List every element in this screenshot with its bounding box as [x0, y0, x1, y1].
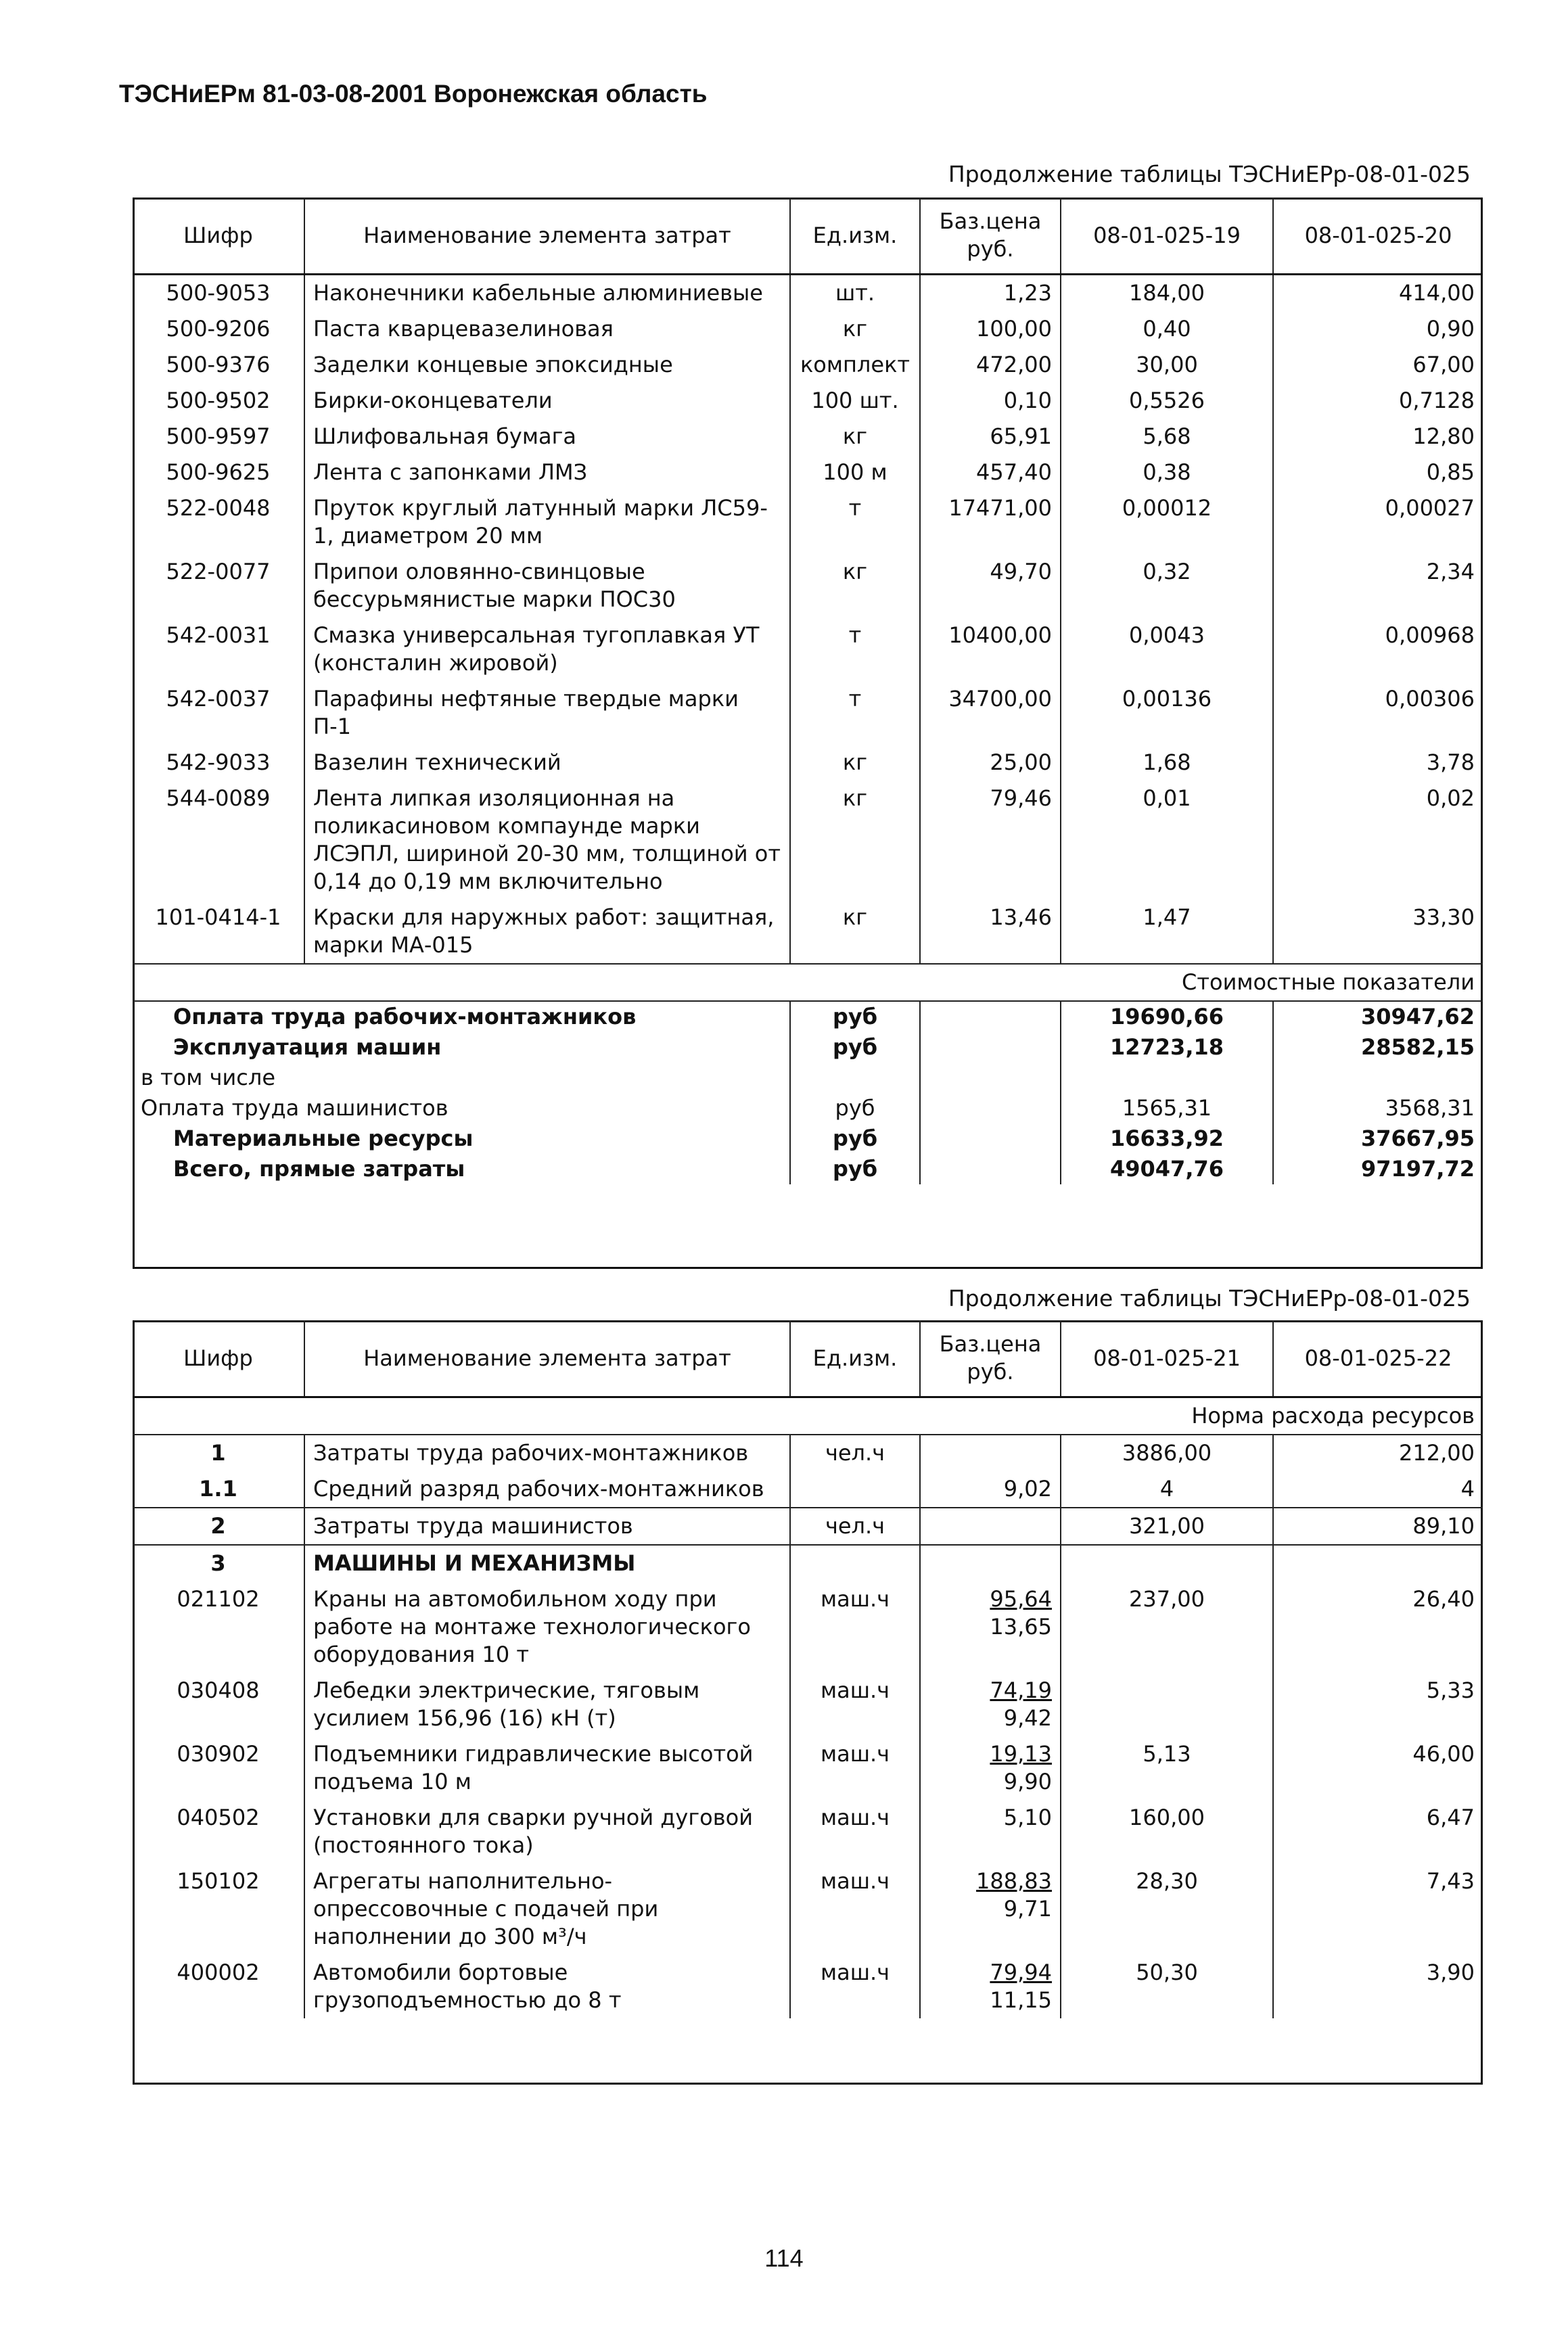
cell-value-2: 0,85: [1273, 455, 1483, 490]
table-row: [133, 1736, 1483, 1800]
cell-code: 542-0031: [166, 622, 271, 648]
cell-code: 544-0089: [166, 785, 271, 811]
cell-unit: т: [790, 681, 920, 745]
cell-name: Автомобили бортовые грузоподъемностью до 8 т: [304, 1955, 790, 2018]
summary-price-empty: [920, 1123, 1061, 1154]
cell-code: 500-9502: [166, 388, 271, 413]
summary-value-2: 3568,31: [1273, 1093, 1483, 1123]
cell-value-2: 3,78: [1273, 745, 1483, 781]
summary-price-empty: [920, 1032, 1061, 1063]
cell-unit: маш.ч: [790, 1736, 920, 1800]
summary-label: Всего, прямые затраты: [173, 1156, 465, 1182]
cell-code: 2: [133, 1508, 304, 1545]
cell-code: 522-0077: [166, 559, 271, 584]
cell-unit: маш.ч: [790, 1673, 920, 1736]
cell-value-2: 12,80: [1273, 419, 1483, 455]
cell-code: 500-9597: [166, 423, 271, 449]
column-header-value-2: 08-01-025-22: [1273, 1320, 1483, 1397]
cell-name: Агрегаты наполнительно-опрессовочные с подачей при наполнении до 300 м³/ч: [304, 1863, 790, 1955]
price-bottom: 5,10: [1003, 1805, 1052, 1830]
summary-row: [133, 1154, 1483, 1184]
cell-value-1: 160,00: [1061, 1800, 1273, 1863]
cell-value-2: 0,00027: [1273, 490, 1483, 554]
table-row: [133, 1955, 1483, 2018]
cell-price: [920, 1435, 1061, 1471]
price-bottom: 9,42: [1003, 1705, 1052, 1731]
cell-value-1: 30,00: [1061, 347, 1273, 383]
column-header-code: Шифр: [133, 1320, 304, 1397]
summary-value-1: [1061, 1063, 1273, 1093]
summary-price-empty: [920, 1154, 1061, 1184]
cell-price: 25,00: [920, 745, 1061, 781]
summary-unit: руб: [790, 1032, 920, 1063]
summary-row: [133, 1093, 1483, 1123]
cell-name: Затраты труда рабочих-монтажников: [304, 1435, 790, 1471]
section-label: Стоимостные показатели: [133, 964, 1483, 1001]
cell-value-2: 2,34: [1273, 554, 1483, 618]
price-top: 74,19: [990, 1677, 1052, 1703]
cell-price: 0,10: [920, 383, 1061, 419]
summary-value-1: 12723,18: [1061, 1032, 1273, 1063]
cell-value-1: [1061, 1673, 1273, 1736]
page-number: 114: [764, 2244, 804, 2272]
cell-value-2: 6,47: [1273, 1800, 1483, 1863]
table-row: [133, 781, 1483, 900]
summary-value-1: 16633,92: [1061, 1123, 1273, 1154]
cell-unit: кг: [790, 554, 920, 618]
table-row: [133, 1863, 1483, 1955]
summary-value-2: 97197,72: [1273, 1154, 1483, 1184]
table1-header-row: [133, 198, 1483, 275]
cell-value-2: [1273, 1545, 1483, 1581]
table-row: [133, 455, 1483, 490]
cell-name: Лента с запонками ЛМЗ: [304, 455, 790, 490]
cell-value-2: 4: [1273, 1471, 1483, 1508]
cell-value-1: 1,68: [1061, 745, 1273, 781]
summary-row: [133, 1032, 1483, 1063]
summary-price-empty: [920, 1001, 1061, 1032]
cell-code: 522-0048: [166, 495, 271, 521]
cell-unit: чел.ч: [790, 1435, 920, 1471]
cell-value-2: 67,00: [1273, 347, 1483, 383]
table-row: [133, 745, 1483, 781]
cell-unit: кг: [790, 745, 920, 781]
column-header-name: Наименование элемента затрат: [304, 198, 790, 275]
cell-code: 3: [133, 1545, 304, 1581]
table-row: [133, 275, 1483, 312]
cell-price: [920, 1673, 1061, 1736]
cell-value-1: 5,68: [1061, 419, 1273, 455]
cell-code: 1.1: [199, 1476, 237, 1502]
cell-unit: маш.ч: [790, 1800, 920, 1863]
cell-value-1: 184,00: [1061, 275, 1273, 312]
document-title: ТЭСНиЕРм 81-03-08-2001 Воронежская область: [119, 80, 708, 108]
cell-code: 500-9625: [166, 459, 271, 485]
cell-value-1: 0,40: [1061, 311, 1273, 347]
cell-price: [920, 1955, 1061, 2018]
table-row: [133, 1508, 1483, 1545]
cell-price: 457,40: [920, 455, 1061, 490]
summary-unit: руб: [790, 1123, 920, 1154]
cell-code: 542-0037: [166, 686, 271, 712]
cell-name: Краны на автомобильном ходу при работе на монтаже технологического оборудования 10 т: [304, 1581, 790, 1673]
column-header-value-1: 08-01-025-19: [1061, 198, 1273, 275]
price-bottom: 9,02: [1003, 1476, 1052, 1502]
cell-code: 500-9376: [166, 352, 271, 377]
table2-continuation-note: Продолжение таблицы ТЭСНиЕРр-08-01-025: [948, 1285, 1471, 1312]
cell-value-1: 3886,00: [1061, 1435, 1273, 1471]
cell-unit: шт.: [790, 275, 920, 312]
summary-label: в том числе: [141, 1065, 275, 1090]
cell-value-2: 0,00968: [1273, 618, 1483, 681]
cell-value-1: 0,01: [1061, 781, 1273, 900]
summary-price-empty: [920, 1093, 1061, 1123]
cell-value-1: 5,13: [1061, 1736, 1273, 1800]
summary-value-2: 37667,95: [1273, 1123, 1483, 1154]
cell-unit: т: [790, 618, 920, 681]
cell-code: 030408: [177, 1677, 260, 1703]
cell-price: 1,23: [920, 275, 1061, 312]
cell-value-2: 0,90: [1273, 311, 1483, 347]
cell-value-2: 89,10: [1273, 1508, 1483, 1545]
cell-value-2: 0,00306: [1273, 681, 1483, 745]
table-row: [133, 383, 1483, 419]
cell-price: [920, 1863, 1061, 1955]
summary-value-1: 19690,66: [1061, 1001, 1273, 1032]
cell-value-2: 3,90: [1273, 1955, 1483, 2018]
cell-value-1: [1061, 1545, 1273, 1581]
cell-price: 79,46: [920, 781, 1061, 900]
column-header-name: Наименование элемента затрат: [304, 1320, 790, 1397]
cell-price: [920, 1736, 1061, 1800]
cell-value-1: 321,00: [1061, 1508, 1273, 1545]
cell-price: [920, 1508, 1061, 1545]
cell-code: 040502: [177, 1805, 260, 1830]
cell-unit: кг: [790, 311, 920, 347]
summary-label: Оплата труда машинистов: [141, 1095, 448, 1121]
price-bottom: 9,71: [1003, 1896, 1052, 1922]
table1-body: [133, 198, 1483, 1184]
column-header-code: Шифр: [133, 198, 304, 275]
cell-value-1: 0,00136: [1061, 681, 1273, 745]
summary-unit: руб: [790, 1154, 920, 1184]
cell-value-1: 28,30: [1061, 1863, 1273, 1955]
cell-name: Припои оловянно-свинцовые бессурьмянистые марки ПОС30: [304, 554, 790, 618]
cell-name: Подъемники гидравлические высотой подъема 10 м: [304, 1736, 790, 1800]
price-top: 188,83: [976, 1868, 1052, 1894]
summary-value-1: 49047,76: [1061, 1154, 1273, 1184]
cell-code: 500-9206: [166, 316, 271, 342]
section-row: [133, 964, 1483, 1001]
table-row: [133, 618, 1483, 681]
cell-unit: т: [790, 490, 920, 554]
cell-price: [920, 1545, 1061, 1581]
cell-value-2: 0,02: [1273, 781, 1483, 900]
cell-unit: [790, 1471, 920, 1508]
summary-value-2: [1273, 1063, 1483, 1093]
summary-value-2: 30947,62: [1273, 1001, 1483, 1032]
cell-value-2: 7,43: [1273, 1863, 1483, 1955]
summary-value-1: 1565,31: [1061, 1093, 1273, 1123]
cell-value-1: 4: [1061, 1471, 1273, 1508]
table-row: [133, 554, 1483, 618]
cell-name: Шлифовальная бумага: [304, 419, 790, 455]
cell-price: 65,91: [920, 419, 1061, 455]
cell-price: [920, 1581, 1061, 1673]
cell-price: 34700,00: [920, 681, 1061, 745]
cell-value-2: 0,7128: [1273, 383, 1483, 419]
summary-price-empty: [920, 1063, 1061, 1093]
cell-unit: [790, 1545, 920, 1581]
cell-unit: кг: [790, 781, 920, 900]
column-header-value-1: 08-01-025-21: [1061, 1320, 1273, 1397]
summary-row: [133, 1001, 1483, 1032]
table2-header-row: [133, 1320, 1483, 1397]
cell-unit: маш.ч: [790, 1581, 920, 1673]
price-bottom: 13,65: [990, 1614, 1052, 1640]
table1: [133, 198, 1483, 1184]
summary-label: Материальные ресурсы: [173, 1126, 474, 1151]
table-row: [133, 681, 1483, 745]
cell-code: 030902: [177, 1741, 260, 1767]
table-row: [133, 311, 1483, 347]
cell-name: Краски для наружных работ: защитная, марки МА-015: [304, 900, 790, 964]
section-row: [133, 1397, 1483, 1435]
cell-code: 542-9033: [166, 749, 271, 775]
price-top: 79,94: [990, 1959, 1052, 1985]
cell-code: 500-9053: [166, 280, 271, 306]
column-header-price: Баз.цена руб.: [920, 198, 1061, 275]
cell-price: 100,00: [920, 311, 1061, 347]
cell-value-2: 414,00: [1273, 275, 1483, 312]
cell-name: Лебедки электрические, тяговым усилием 156,96 (16) кН (т): [304, 1673, 790, 1736]
summary-row: [133, 1063, 1483, 1093]
cell-name: Смазка универсальная тугоплавкая УТ (консталин жировой): [304, 618, 790, 681]
cell-price: [920, 1800, 1061, 1863]
cell-price: 472,00: [920, 347, 1061, 383]
summary-unit: [790, 1063, 920, 1093]
cell-price: 17471,00: [920, 490, 1061, 554]
table2-body: [133, 1320, 1483, 2018]
cell-value-2: 33,30: [1273, 900, 1483, 964]
cell-code: 1: [210, 1440, 226, 1466]
cell-name: Наконечники кабельные алюминиевые: [304, 275, 790, 312]
cell-value-2: 212,00: [1273, 1435, 1483, 1471]
cell-value-1: 1,47: [1061, 900, 1273, 964]
cell-value-1: 50,30: [1061, 1955, 1273, 2018]
table-row: [133, 1581, 1483, 1673]
price-bottom: 9,90: [1003, 1769, 1052, 1794]
cell-unit: кг: [790, 900, 920, 964]
table-row: [133, 1435, 1483, 1471]
cell-price: 10400,00: [920, 618, 1061, 681]
cell-unit: 100 шт.: [790, 383, 920, 419]
cell-value-1: 0,38: [1061, 455, 1273, 490]
table1-continuation-note: Продолжение таблицы ТЭСНиЕРр-08-01-025: [948, 161, 1471, 187]
table-row: [133, 1471, 1483, 1508]
cell-name: Парафины нефтяные твердые марки П-1: [304, 681, 790, 745]
column-header-unit: Ед.изм.: [790, 1320, 920, 1397]
summary-unit: руб: [790, 1093, 920, 1123]
cell-value-1: 0,0043: [1061, 618, 1273, 681]
column-header-price: Баз.цена руб.: [920, 1320, 1061, 1397]
cell-unit: комплект: [790, 347, 920, 383]
cell-name: Заделки концевые эпоксидные: [304, 347, 790, 383]
table-row: [133, 1673, 1483, 1736]
table-row: [133, 1545, 1483, 1581]
cell-value-2: 46,00: [1273, 1736, 1483, 1800]
summary-label: Оплата труда рабочих-монтажников: [173, 1004, 637, 1029]
cell-value-1: 0,32: [1061, 554, 1273, 618]
cell-value-1: 237,00: [1061, 1581, 1273, 1673]
table-row: [133, 900, 1483, 964]
cell-unit: кг: [790, 419, 920, 455]
cell-name: Лента липкая изоляционная на поликасиновом компаунде марки ЛСЭПЛ, шириной 20-30 мм, толщиной от 0,14 до 0,19 мм включительно: [304, 781, 790, 900]
cell-name: Установки для сварки ручной дуговой (постоянного тока): [304, 1800, 790, 1863]
table2: [133, 1320, 1483, 2018]
cell-code: 021102: [177, 1586, 260, 1612]
price-top: 19,13: [990, 1741, 1052, 1767]
cell-value-1: 0,5526: [1061, 383, 1273, 419]
cell-value-2: 26,40: [1273, 1581, 1483, 1673]
column-header-value-2: 08-01-025-20: [1273, 198, 1483, 275]
section-label: Норма расхода ресурсов: [133, 1397, 1483, 1435]
cell-unit: маш.ч: [790, 1955, 920, 2018]
cell-name: Пруток круглый латунный марки ЛС59-1, диаметром 20 мм: [304, 490, 790, 554]
table-row: [133, 419, 1483, 455]
cell-name: Паста кварцевазелиновая: [304, 311, 790, 347]
summary-unit: руб: [790, 1001, 920, 1032]
cell-unit: маш.ч: [790, 1863, 920, 1955]
cell-code: 150102: [177, 1868, 260, 1894]
column-header-unit: Ед.изм.: [790, 198, 920, 275]
cell-unit: 100 м: [790, 455, 920, 490]
cell-code: 400002: [177, 1959, 260, 1985]
summary-value-2: 28582,15: [1273, 1032, 1483, 1063]
table-row: [133, 1800, 1483, 1863]
table-row: [133, 347, 1483, 383]
price-top: 95,64: [990, 1586, 1052, 1612]
cell-value-1: 0,00012: [1061, 490, 1273, 554]
cell-name: Вазелин технический: [304, 745, 790, 781]
cell-value-2: 5,33: [1273, 1673, 1483, 1736]
cell-name: Затраты труда машинистов: [304, 1508, 790, 1545]
cell-price: 49,70: [920, 554, 1061, 618]
summary-label: Эксплуатация машин: [173, 1034, 442, 1060]
cell-name: Бирки-оконцеватели: [304, 383, 790, 419]
cell-price: [920, 1471, 1061, 1508]
table-row: [133, 490, 1483, 554]
cell-price: 13,46: [920, 900, 1061, 964]
summary-row: [133, 1123, 1483, 1154]
cell-code: 101-0414-1: [155, 904, 281, 930]
cell-name: МАШИНЫ И МЕХАНИЗМЫ: [304, 1545, 790, 1581]
price-bottom: 11,15: [990, 1987, 1052, 2013]
cell-unit: чел.ч: [790, 1508, 920, 1545]
cell-name: Средний разряд рабочих-монтажников: [304, 1471, 790, 1508]
